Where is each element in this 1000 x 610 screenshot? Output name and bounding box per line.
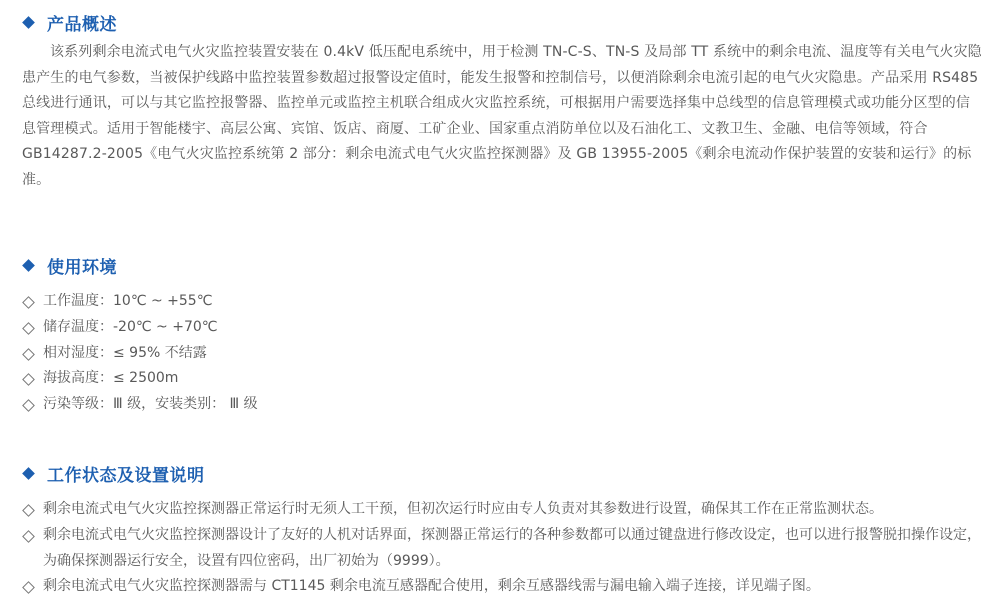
list-item — [22, 574, 982, 600]
overview-heading — [22, 10, 982, 34]
environment-section — [22, 253, 982, 418]
open-diamond-icon — [22, 582, 35, 595]
list-item-text: 相对湿度：≤ 95% 不结露 — [43, 344, 207, 361]
list-item — [22, 392, 982, 418]
overview-section — [22, 10, 982, 193]
status-title: 工作状态及设置说明 — [47, 465, 205, 486]
list-item-text: 剩余电流式电气火灾监控探测器需与 CT1145 剩余电流互感器配合使用，剩余互感器线需与漏电输入端子连接，详见端子图。 — [43, 578, 820, 595]
list-item — [22, 289, 982, 315]
list-item — [22, 523, 982, 575]
open-diamond-icon — [22, 296, 35, 309]
diamond-bullet-icon — [22, 16, 35, 29]
list-item-text: 剩余电流式电气火灾监控探测器设计了友好的人机对话界面，探测器正常运行的各种参数都可以通过键盘进行修改设定，也可以进行报警脱扣操作设定，为确保探测器运行安全，设置有四位密码，出厂初始为（9999）。 — [43, 526, 981, 569]
list-item-text: 工作温度：10℃ ~ +55℃ — [43, 293, 213, 309]
list-item-text: 储存温度：-20℃ ~ +70℃ — [43, 318, 218, 335]
list-item — [22, 366, 982, 392]
list-item-text: 污染等级：Ⅲ 级，安装类别： Ⅲ 级 — [43, 396, 258, 413]
environment-list — [22, 289, 982, 418]
overview-title: 产品概述 — [47, 14, 117, 35]
diamond-bullet-icon — [22, 467, 35, 480]
open-diamond-icon — [22, 399, 35, 412]
diamond-bullet-icon — [22, 259, 35, 272]
status-list — [22, 497, 982, 600]
environment-title: 使用环境 — [47, 257, 117, 278]
list-item — [22, 341, 982, 367]
open-diamond-icon — [22, 322, 35, 335]
overview-paragraph: 该系列剩余电流式电气火灾监控装置安装在 0.4kV 低压配电系统中，用于检测 TN-C-S、TN-S 及局部 TT 系统中的剩余电流、温度等有关电气火灾隐患产生的电气参数，当被保护线路中监控装置参数超过报警设定值时，能发生报警和控制信号，以便消除剩余电流引起的电气火灾隐患。产品采用 RS485 总线进行通讯，可以与其它监控报警器、监控单元或监控主机联合组成火灾监控系统，可根据用户需要选择集中总线型的信息管理模式或功能分区型的信息管理模式。适用于智能楼宇、高层公寓、宾馆、饭店、商厦、工矿企业、国家重点消防单位以及石油化工、文教卫生、金融、电信等领域，符合 GB14287.2-2005《电气火灾监控系统第 2 部分：剩余电流式电气火灾监控探测器》及 GB 13955-2005《剩余电流动作保护装置的安装和运行》的标准。 — [22, 44, 982, 188]
open-diamond-icon — [22, 374, 35, 387]
list-item — [22, 497, 982, 523]
list-item — [22, 315, 982, 341]
environment-heading — [22, 253, 982, 277]
open-diamond-icon — [22, 504, 35, 517]
status-section — [22, 461, 982, 600]
status-heading — [22, 461, 982, 485]
open-diamond-icon — [22, 348, 35, 361]
list-item-text: 海拔高度：≤ 2500m — [43, 370, 179, 387]
list-item-text: 剩余电流式电气火灾监控探测器正常运行时无须人工干预，但初次运行时应由专人负责对其参数进行设置，确保其工作在正常监测状态。 — [43, 501, 883, 517]
open-diamond-icon — [22, 530, 35, 543]
